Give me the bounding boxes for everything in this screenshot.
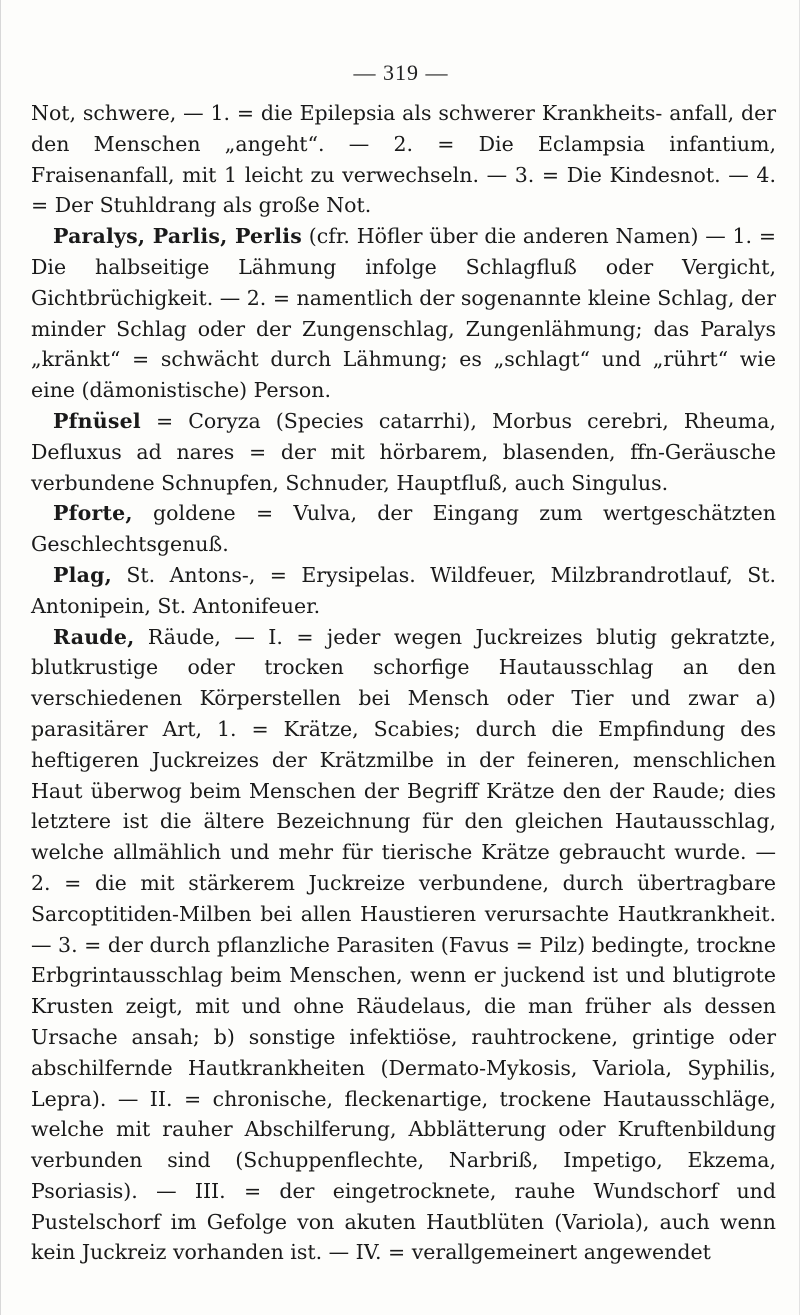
entry-paralys bbox=[31, 221, 776, 406]
entry-body: goldene = Vulva, der Eingang zum wertgeschätzten Geschlechtsgenuß. bbox=[31, 501, 776, 557]
entry-head: Pfnüsel bbox=[53, 408, 141, 433]
entry-body: = Coryza (Species catarrhi), Morbus cerebri, Rheuma, Defluxus ad nares = der mit hörbarem, blasenden, ffn-Geräusche verbundene Schnupfen, Schnuder, Hauptfluß, auch Singulus. bbox=[31, 408, 776, 495]
entry-pfnuesel bbox=[31, 406, 776, 498]
entry-body: St. Antons-, = Erysipelas. Wildfeuer, Milzbrandrotlauf, St. Antonipein, St. Antonifeuer. bbox=[31, 562, 776, 618]
entry-head: Raude, bbox=[53, 624, 135, 649]
entry-raude bbox=[31, 622, 776, 1269]
entry-body: (cfr. Höfler über die anderen Namen) — 1. = Die halbseitige Lähmung infolge Schlagfluß oder Vergicht, Gichtbrüchigkeit. — 2. = namentlich der sogenannte kleine Schlag, der minder Schlag oder der Zungenschlag, Zungenlähmung; das Paralys „kränkt“ = schwächt durch Lähmung; es „schlagt“ und „rührt“ wie eine (dämonistische) Person. bbox=[31, 224, 776, 403]
dictionary-text bbox=[31, 98, 776, 1268]
entry-head: Plag, bbox=[53, 562, 112, 587]
entry-head: Paralys, Parlis, Perlis bbox=[53, 224, 303, 249]
entry-plag bbox=[31, 560, 776, 622]
entry-pforte bbox=[31, 498, 776, 560]
entry-not bbox=[31, 98, 776, 221]
entry-body: Räude, — I. = jeder wegen Juckreizes blutig gekratzte, blutkrustige oder trocken schorfige Hautausschlag an den verschiedenen Körperstellen bei Mensch oder Tier und zwar a) parasitärer Art, 1. = Krätze, Scabies; durch die Empfindung des heftigeren Juckreizes der Krätzmilbe in der feineren, menschlichen Haut überwog beim Menschen der Begriff Krätze den der Raude; dies letztere ist die ältere Bezeichnung für den gleichen Hautausschlag, welche allmählich und mehr für tierische Krätze gebraucht wurde. — 2. = die mit stärkerem Juckreize verbundene, durch übertragbare Sarcoptitiden-Milben bei allen Haustieren verursachte Hautkrankheit. — 3. = der durch pflanzliche Parasiten (Favus = Pilz) bedingte, trockne Erbgrintausschlag beim Menschen, wenn er juckend ist und blutigrote Krusten zeigt, mit und ohne Räudelaus, die man früher als dessen Ursache ansah; b) sonstige infektiöse, rauhtrockene, grintige oder abschilfernde Hautkrankheiten (Dermato-Mykosis, Variola, Syphilis, Lepra). — II. = chronische, fleckenartige, trockene Hautausschläge, welche mit rauher Abschilferung, Abblätterung oder Kruftenbildung verbunden sind (Schuppenflechte, Narbriß, Impetigo, Ekzema, Psoriasis). — III. = der eingetrocknete, rauhe Wundschorf und Pustelschorf im Gefolge von akuten Hautblüten (Variola), auch wenn kein Juckreiz vorhanden ist. — IV. = verallgemeinert angewendet bbox=[31, 624, 776, 1265]
page-number: — 319 — bbox=[353, 60, 449, 85]
entry-head: Pforte, bbox=[53, 501, 133, 526]
entry-body: Not, schwere, — 1. = die Epilepsia als schwerer Krankheits- anfall, der den Menschen „angeht“. — 2. = Die Eclampsia infantium, Fraisenanfall, mit 1 leicht zu verwechseln. — 3. = Die Kindesnot. — 4. = Der Stuhldrang als große Not. bbox=[31, 101, 776, 218]
